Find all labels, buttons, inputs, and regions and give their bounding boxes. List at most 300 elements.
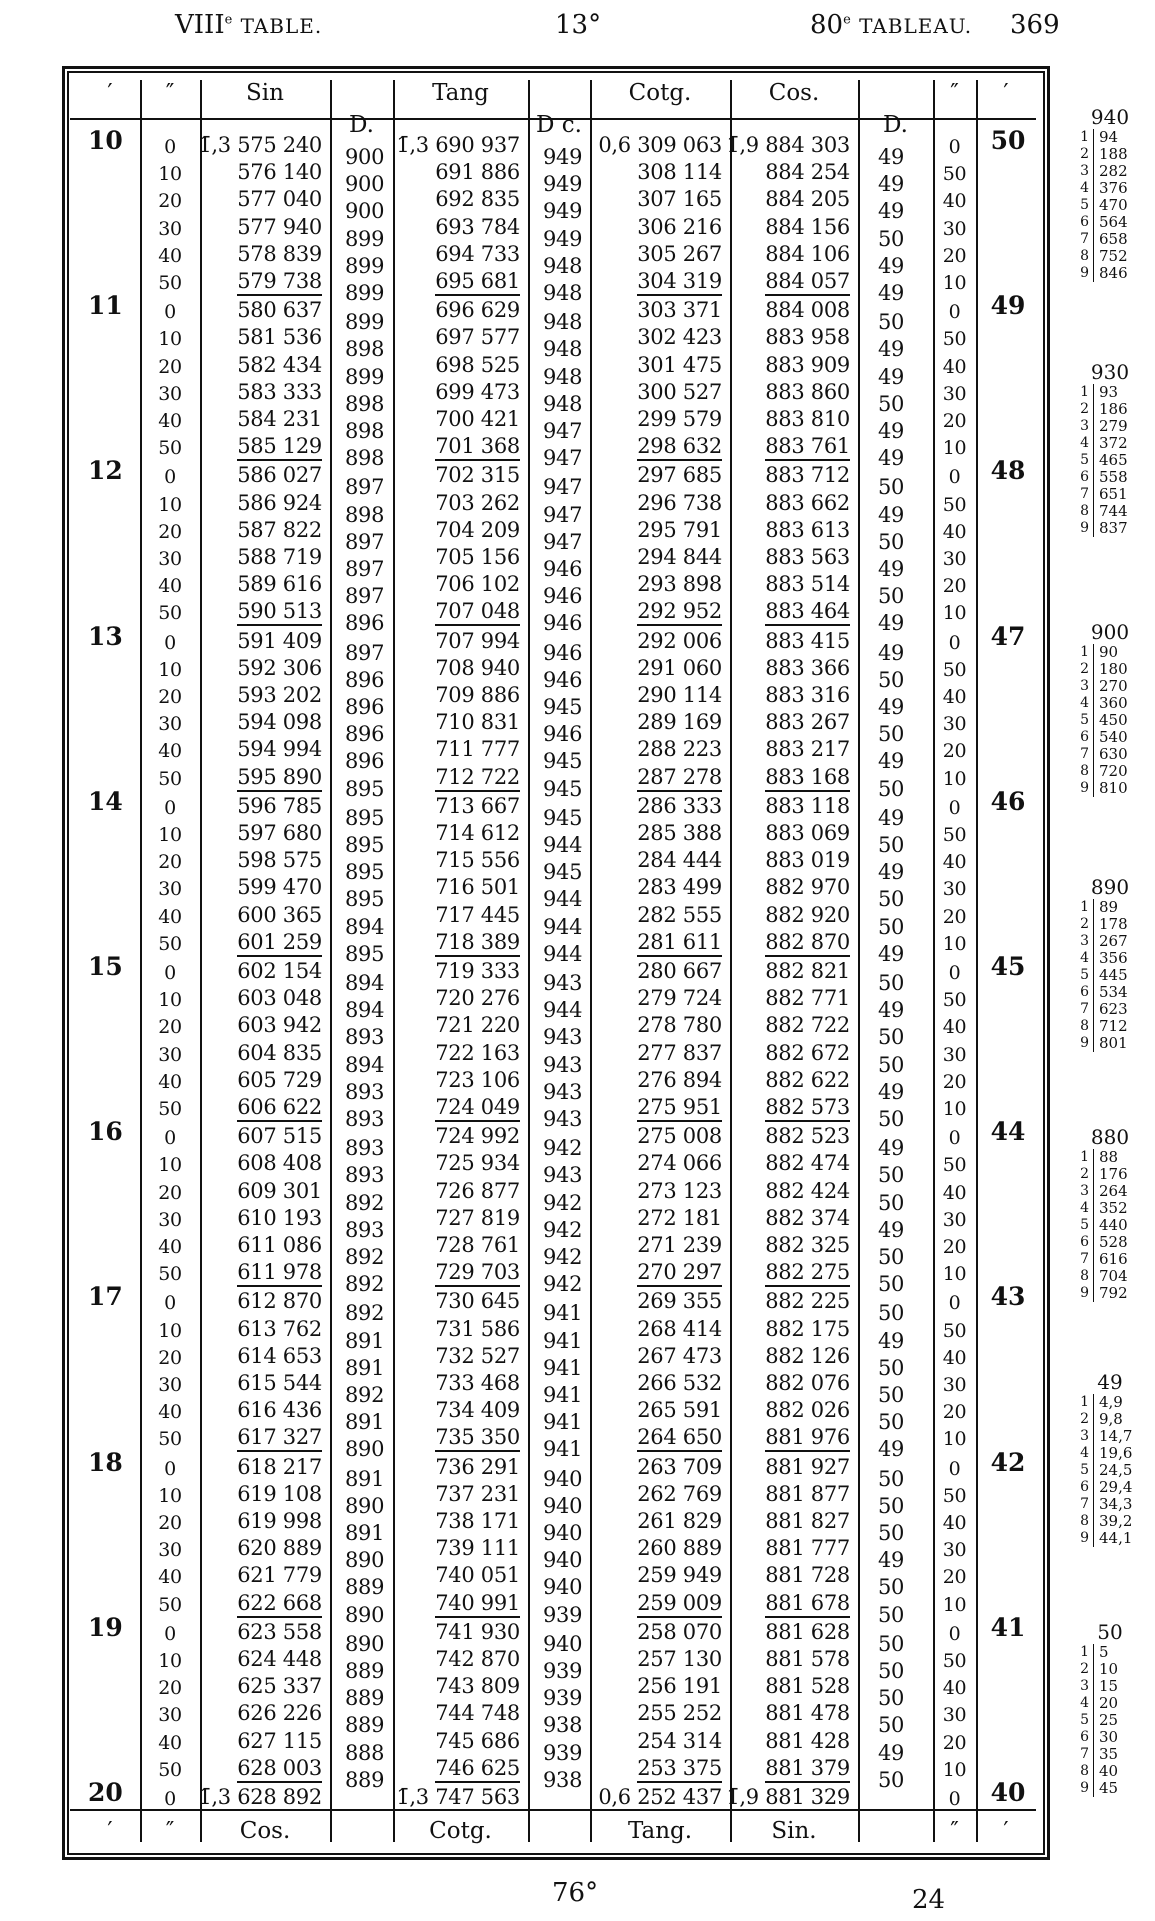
row-minute: 16 xyxy=(88,1117,123,1147)
row-minute-right: 40 xyxy=(990,1778,1026,1807)
cos-value: 881 528 xyxy=(765,1674,850,1699)
tang-value: 711 777 xyxy=(435,737,520,762)
d-cos-diff: 50 xyxy=(878,1410,905,1435)
pp-value: 178 xyxy=(1099,915,1128,933)
pp-bar xyxy=(1093,1285,1094,1302)
tang-value: 742 870 xyxy=(435,1647,520,1671)
pp-bar xyxy=(1093,984,1094,1001)
pp-bar xyxy=(1093,1763,1094,1780)
row-second: 10 xyxy=(158,658,182,681)
row-minute-right: 49 xyxy=(990,291,1026,321)
pp-value: 376 xyxy=(1099,179,1128,197)
sin-value: 593 202 xyxy=(237,683,322,707)
d-sin-diff: 896 xyxy=(345,695,385,719)
sin-value: 587 822 xyxy=(237,517,322,542)
cos-value: 882 325 xyxy=(765,1233,850,1257)
cos-value: 881 877 xyxy=(765,1481,850,1506)
pp-bar xyxy=(1093,1644,1094,1661)
row-second: 10 xyxy=(158,493,182,516)
row-second-right: 10 xyxy=(942,272,967,294)
d-cos-diff: 50 xyxy=(878,1383,905,1407)
pp-bar xyxy=(1093,678,1094,695)
cos-value: 882 821 xyxy=(765,959,850,983)
row-second: 40 xyxy=(158,1731,182,1754)
dc-diff: 949 xyxy=(543,199,583,224)
row-minute: 19 xyxy=(88,1612,123,1642)
row-second: 20 xyxy=(158,1346,182,1369)
d-cos-diff: 50 xyxy=(878,971,905,995)
pp-value: 360 xyxy=(1099,694,1128,712)
row-second: 10 xyxy=(158,989,182,1012)
d-cos-diff: 50 xyxy=(878,1686,905,1711)
sin-value: 594 994 xyxy=(237,737,322,762)
pp-index: 5 xyxy=(1080,452,1089,468)
tang-value: 693 784 xyxy=(435,214,520,239)
row-second: 30 xyxy=(158,878,182,901)
d-cos-diff: 49 xyxy=(878,998,905,1023)
d-cos-diff: 49 xyxy=(878,172,905,197)
cos-value: 883 069 xyxy=(765,821,850,845)
cotg-value: 256 191 xyxy=(637,1674,722,1699)
pp-index: 2 xyxy=(1080,401,1089,417)
pp-bar xyxy=(1093,1729,1094,1746)
column-header-7: Cos. xyxy=(768,80,820,106)
sin-value: 619 998 xyxy=(237,1509,322,1533)
cotg-value: 285 388 xyxy=(637,821,722,845)
d-cos-diff: 49 xyxy=(878,145,905,169)
pp-row xyxy=(1075,1644,1145,1661)
dc-diff: 940 xyxy=(543,1466,583,1491)
pp-index: 4 xyxy=(1080,1200,1089,1216)
sin-value: 596 785 xyxy=(237,793,322,818)
pp-bar xyxy=(1093,1746,1094,1763)
cotg-value: 274 066 xyxy=(637,1151,722,1176)
row-minute-right: 45 xyxy=(990,952,1026,981)
cos-value: 881 976 xyxy=(765,1424,850,1452)
d-sin-diff: 892 xyxy=(345,1383,385,1407)
cotg-value: 0,6 252 437 xyxy=(598,1785,722,1809)
row-second: 0 xyxy=(164,466,176,489)
row-second: 50 xyxy=(158,1263,182,1286)
tang-value: 727 819 xyxy=(435,1205,520,1230)
dc-diff: 943 xyxy=(543,1107,583,1131)
pp-value: 450 xyxy=(1099,711,1128,729)
dc-diff: 943 xyxy=(543,1052,583,1077)
cos-value: 882 672 xyxy=(765,1040,850,1065)
cotg-value: 275 008 xyxy=(637,1124,722,1149)
d-cos-diff: 49 xyxy=(878,860,905,885)
dc-diff: 939 xyxy=(543,1659,583,1683)
pp-index: 3 xyxy=(1080,418,1089,434)
cotg-value: 259 009 xyxy=(637,1590,722,1618)
pp-index: 3 xyxy=(1080,1183,1089,1199)
d-sin-diff: 893 xyxy=(345,1217,385,1242)
cotg-value: 304 319 xyxy=(637,268,722,296)
dc-diff: 948 xyxy=(543,337,583,362)
row-second-right: 20 xyxy=(942,410,967,432)
pp-row xyxy=(1075,1200,1145,1217)
d-sin-diff: 897 xyxy=(345,475,385,500)
pp-index: 9 xyxy=(1080,1035,1089,1051)
pp-table xyxy=(1075,1620,1145,1797)
d-sin-diff: 892 xyxy=(345,1272,385,1297)
d-sin-diff: 891 xyxy=(345,1328,385,1353)
pp-value: 90 xyxy=(1099,643,1119,661)
row-minute-right: 44 xyxy=(990,1117,1026,1147)
pp-index: 5 xyxy=(1080,712,1089,728)
pp-row xyxy=(1075,695,1145,712)
pp-bar xyxy=(1093,780,1094,797)
pp-index: 1 xyxy=(1080,644,1089,660)
d-sin-diff: 898 xyxy=(345,419,385,443)
tang-value: 697 577 xyxy=(435,325,520,350)
d-sin-diff: 896 xyxy=(345,722,385,747)
cos-value: 881 777 xyxy=(765,1536,850,1561)
dc-diff: 938 xyxy=(543,1713,583,1738)
d-cos-diff: 50 xyxy=(878,1713,905,1738)
pp-index: 1 xyxy=(1080,129,1089,145)
column-header-6: Cotg. xyxy=(628,80,692,106)
d-cos-diff: 50 xyxy=(878,1052,905,1077)
pp-bar xyxy=(1093,1149,1094,1166)
pp-bar xyxy=(1093,1035,1094,1052)
pp-value: 29,4 xyxy=(1099,1478,1133,1496)
d-cos-diff: 50 xyxy=(878,1466,905,1491)
row-second-right: 0 xyxy=(948,1788,961,1810)
pp-value: 558 xyxy=(1099,468,1128,486)
pp-row xyxy=(1075,1678,1145,1695)
pp-value: 39,2 xyxy=(1099,1512,1133,1530)
d-cos-diff: 49 xyxy=(878,1328,905,1353)
pp-row xyxy=(1075,452,1145,469)
pp-value: 94 xyxy=(1099,128,1119,146)
cos-value: 883 118 xyxy=(765,793,850,818)
pp-index: 3 xyxy=(1080,1428,1089,1444)
cos-value: 882 275 xyxy=(765,1259,850,1287)
pp-index: 1 xyxy=(1080,1644,1089,1660)
pp-index: 5 xyxy=(1080,1462,1089,1478)
pp-row xyxy=(1075,1234,1145,1251)
pp-row xyxy=(1075,1513,1145,1530)
tang-value: 706 102 xyxy=(435,572,520,597)
pp-row xyxy=(1075,146,1145,163)
d-cos-diff: 49 xyxy=(878,1548,905,1573)
row-second-right: 10 xyxy=(942,1758,967,1781)
pp-row xyxy=(1075,1462,1145,1479)
cos-value: 882 126 xyxy=(765,1343,850,1368)
dc-diff: 944 xyxy=(543,833,583,857)
tang-value: 702 315 xyxy=(435,463,520,488)
dc-diff: 939 xyxy=(543,1740,583,1765)
column-footer-4: Tang. xyxy=(627,1818,693,1844)
row-second: 30 xyxy=(158,548,182,570)
pp-value: 279 xyxy=(1099,417,1128,435)
d-cos-diff: 49 xyxy=(878,749,905,774)
sin-value: 609 301 xyxy=(237,1178,322,1203)
tang-value: 729 703 xyxy=(435,1259,520,1287)
cos-value: 881 678 xyxy=(765,1590,850,1618)
pp-index: 7 xyxy=(1080,746,1089,762)
d-cos-diff: 50 xyxy=(878,722,905,747)
pp-value: 40 xyxy=(1099,1762,1119,1780)
dc-diff: 940 xyxy=(543,1575,583,1600)
d-cos-diff: 50 xyxy=(878,887,905,912)
dc-diff: 948 xyxy=(543,253,583,278)
d-sin-diff: 890 xyxy=(345,1548,385,1573)
sin-value: 584 231 xyxy=(237,407,322,431)
d-cos-diff: 50 xyxy=(878,1575,905,1600)
tang-value: 738 171 xyxy=(435,1509,520,1533)
sin-value: 611 978 xyxy=(237,1259,322,1287)
tang-value: 746 625 xyxy=(435,1755,520,1783)
pp-row xyxy=(1075,1217,1145,1234)
pp-bar xyxy=(1093,1678,1094,1695)
tang-value: 732 527 xyxy=(435,1343,520,1368)
row-second-right: 50 xyxy=(942,493,967,516)
pp-bar xyxy=(1093,1268,1094,1285)
row-second-right: 40 xyxy=(942,851,967,874)
pp-index: 6 xyxy=(1080,984,1089,1000)
dc-diff: 944 xyxy=(543,914,583,939)
row-second-right: 50 xyxy=(942,1484,967,1507)
pp-row xyxy=(1075,469,1145,486)
tang-value: 724 992 xyxy=(435,1124,520,1149)
sin-value: 622 668 xyxy=(237,1590,322,1618)
dc-diff: 945 xyxy=(543,695,583,719)
cos-value: 881 728 xyxy=(765,1563,850,1588)
pp-bar xyxy=(1093,401,1094,418)
tang-value: 709 886 xyxy=(435,683,520,707)
row-second: 40 xyxy=(158,1566,182,1589)
row-second-right: 30 xyxy=(942,382,967,405)
header-degree: 13° xyxy=(555,10,602,40)
cotg-value: 261 829 xyxy=(637,1509,722,1533)
cotg-value: 278 780 xyxy=(637,1013,722,1038)
pp-value: 445 xyxy=(1099,966,1128,984)
pp-value: 846 xyxy=(1099,264,1128,282)
dc-diff: 948 xyxy=(543,391,583,416)
row-minute: 14 xyxy=(88,786,123,816)
d-cos-diff: 49 xyxy=(878,1217,905,1242)
pp-title: 49 xyxy=(1097,1370,1123,1394)
d-sin-diff: 895 xyxy=(345,860,385,885)
row-second: 10 xyxy=(158,1154,182,1177)
cotg-value: 268 414 xyxy=(637,1316,722,1341)
dc-diff: 941 xyxy=(543,1437,583,1462)
d-cos-diff: 50 xyxy=(878,1631,905,1656)
sin-value: 578 839 xyxy=(237,241,322,266)
tang-value: 745 686 xyxy=(435,1728,520,1753)
pp-row xyxy=(1075,984,1145,1001)
row-minute: 17 xyxy=(88,1282,123,1312)
cotg-value: 301 475 xyxy=(637,352,722,377)
pp-value: 5 xyxy=(1099,1643,1109,1661)
dc-diff: 940 xyxy=(543,1493,583,1518)
d-sin-diff: 900 xyxy=(345,199,385,224)
pp-value: 35 xyxy=(1099,1745,1119,1763)
d-sin-diff: 898 xyxy=(345,502,385,527)
pp-table xyxy=(1075,620,1145,797)
d-sin-diff: 897 xyxy=(345,584,385,609)
row-second-right: 30 xyxy=(942,1539,967,1562)
tang-value: 1̄,3 747 563 xyxy=(396,1785,520,1809)
dc-diff: 941 xyxy=(543,1383,583,1407)
pp-bar xyxy=(1093,248,1094,265)
cos-value: 883 217 xyxy=(765,737,850,762)
column-footer-5: Sin. xyxy=(771,1818,817,1844)
cos-value: 883 662 xyxy=(765,490,850,515)
dc-diff: 940 xyxy=(543,1631,583,1656)
d-cos-diff: 50 xyxy=(878,1602,905,1627)
row-second-right: 30 xyxy=(942,878,967,901)
pp-row xyxy=(1075,163,1145,180)
cos-value: 883 366 xyxy=(765,655,850,680)
pp-bar xyxy=(1093,520,1094,537)
sin-value: 615 544 xyxy=(237,1371,322,1395)
d-sin-diff: 892 xyxy=(345,1301,385,1326)
cotg-value: 269 355 xyxy=(637,1289,722,1314)
row-second: 20 xyxy=(158,355,182,378)
page-number: 369 xyxy=(1010,10,1060,40)
pp-bar xyxy=(1093,503,1094,520)
tang-value: 694 733 xyxy=(435,241,520,266)
cotg-value: 0,6 309 063 xyxy=(598,133,722,157)
tang-value: 720 276 xyxy=(435,986,520,1011)
row-second: 50 xyxy=(158,602,182,625)
sin-value: 590 513 xyxy=(237,598,322,626)
sin-value: 592 306 xyxy=(237,655,322,680)
d-sin-diff: 899 xyxy=(345,281,385,305)
sin-value: 626 226 xyxy=(237,1701,322,1726)
cotg-value: 292 006 xyxy=(637,628,722,653)
d-sin-diff: 895 xyxy=(345,833,385,857)
row-second-right: 10 xyxy=(942,1593,967,1616)
pp-value: 356 xyxy=(1099,949,1128,967)
row-second-right: 0 xyxy=(948,1457,961,1480)
row-second: 30 xyxy=(158,1704,182,1727)
row-second: 0 xyxy=(164,1127,176,1150)
row-second-right: 40 xyxy=(942,1677,967,1700)
row-second-right: 20 xyxy=(942,1401,967,1424)
dc-diff: 948 xyxy=(543,364,583,389)
d-sin-diff: 899 xyxy=(345,310,385,335)
sin-value: 628 003 xyxy=(237,1755,322,1783)
sin-value: 1̄,3 628 892 xyxy=(198,1785,322,1809)
pp-bar xyxy=(1093,1712,1094,1729)
pp-index: 6 xyxy=(1080,469,1089,485)
row-second-right: 0 xyxy=(948,796,961,819)
tang-value: 740 051 xyxy=(435,1563,520,1588)
d-sin-diff: 894 xyxy=(345,971,385,995)
cos-value: 881 379 xyxy=(765,1755,850,1783)
d-cos-diff: 50 xyxy=(878,226,905,251)
pp-value: 20 xyxy=(1099,1694,1119,1712)
tang-value: 734 409 xyxy=(435,1398,520,1423)
pp-bar xyxy=(1093,486,1094,503)
d-sin-diff: 898 xyxy=(345,391,385,416)
cotg-value: 254 314 xyxy=(637,1728,722,1753)
column-divider xyxy=(393,80,395,1842)
pp-value: 180 xyxy=(1099,660,1128,678)
tang-value: 717 445 xyxy=(435,902,520,927)
dc-diff: 949 xyxy=(543,172,583,197)
row-second-right: 20 xyxy=(942,740,967,763)
dc-diff: 946 xyxy=(543,640,583,665)
cotg-value: 255 252 xyxy=(637,1701,722,1726)
pp-row xyxy=(1075,1251,1145,1268)
tang-value: 737 231 xyxy=(435,1481,520,1506)
row-second: 0 xyxy=(164,796,176,819)
pp-index: 7 xyxy=(1080,231,1089,247)
cotg-value: 286 333 xyxy=(637,793,722,818)
pp-index: 8 xyxy=(1080,1018,1089,1034)
cotg-value: 300 527 xyxy=(637,379,722,404)
row-second-right: 10 xyxy=(942,437,967,460)
pp-row xyxy=(1075,967,1145,984)
pp-table xyxy=(1075,1370,1145,1547)
pp-bar xyxy=(1093,1251,1094,1268)
tang-value: 722 163 xyxy=(435,1040,520,1065)
header-table-label: VIIIe TABLE. xyxy=(175,10,323,40)
pp-index: 5 xyxy=(1080,197,1089,213)
row-second: 10 xyxy=(158,328,182,351)
pp-row xyxy=(1075,231,1145,248)
d-sin-diff: 889 xyxy=(345,1713,385,1738)
pp-value: 45 xyxy=(1099,1779,1119,1797)
cotg-value: 295 791 xyxy=(637,517,722,542)
dc-diff: 941 xyxy=(543,1301,583,1326)
row-second: 20 xyxy=(158,851,182,874)
dc-diff: 940 xyxy=(543,1521,583,1545)
cotg-value: 293 898 xyxy=(637,572,722,597)
dc-diff: 943 xyxy=(543,1079,583,1104)
dc-diff: 947 xyxy=(543,419,583,443)
sin-value: 621 779 xyxy=(237,1563,322,1588)
column-divider xyxy=(730,80,732,1842)
pp-row xyxy=(1075,384,1145,401)
column-footer-0: ′ xyxy=(107,1818,113,1844)
row-second-right: 20 xyxy=(942,1070,967,1093)
cotg-value: 283 499 xyxy=(637,875,722,900)
dc-diff: 939 xyxy=(543,1602,583,1627)
cos-value: 884 057 xyxy=(765,268,850,296)
row-second-right: 10 xyxy=(942,1098,967,1120)
dc-diff: 948 xyxy=(543,310,583,335)
d-cos-diff: 50 xyxy=(878,1107,905,1131)
tang-value: 695 681 xyxy=(435,268,520,296)
pp-bar xyxy=(1093,1530,1094,1547)
cos-value: 882 076 xyxy=(765,1371,850,1395)
row-second-right: 40 xyxy=(942,1181,967,1204)
sin-value: 591 409 xyxy=(237,628,322,653)
tang-value: 691 886 xyxy=(435,160,520,185)
pp-index: 9 xyxy=(1080,1530,1089,1546)
pp-row xyxy=(1075,1746,1145,1763)
pp-row xyxy=(1075,418,1145,435)
dc-diff: 946 xyxy=(543,667,583,692)
pp-bar xyxy=(1093,469,1094,486)
pp-row xyxy=(1075,644,1145,661)
pp-value: 89 xyxy=(1099,898,1119,916)
row-second-right: 40 xyxy=(942,1346,967,1369)
pp-index: 1 xyxy=(1080,899,1089,915)
row-second: 50 xyxy=(158,1593,182,1616)
sin-value: 595 890 xyxy=(237,764,322,792)
d-sin-diff: 893 xyxy=(345,1107,385,1131)
row-second: 20 xyxy=(158,520,182,543)
d-cos-diff: 50 xyxy=(878,914,905,939)
pp-row xyxy=(1075,712,1145,729)
